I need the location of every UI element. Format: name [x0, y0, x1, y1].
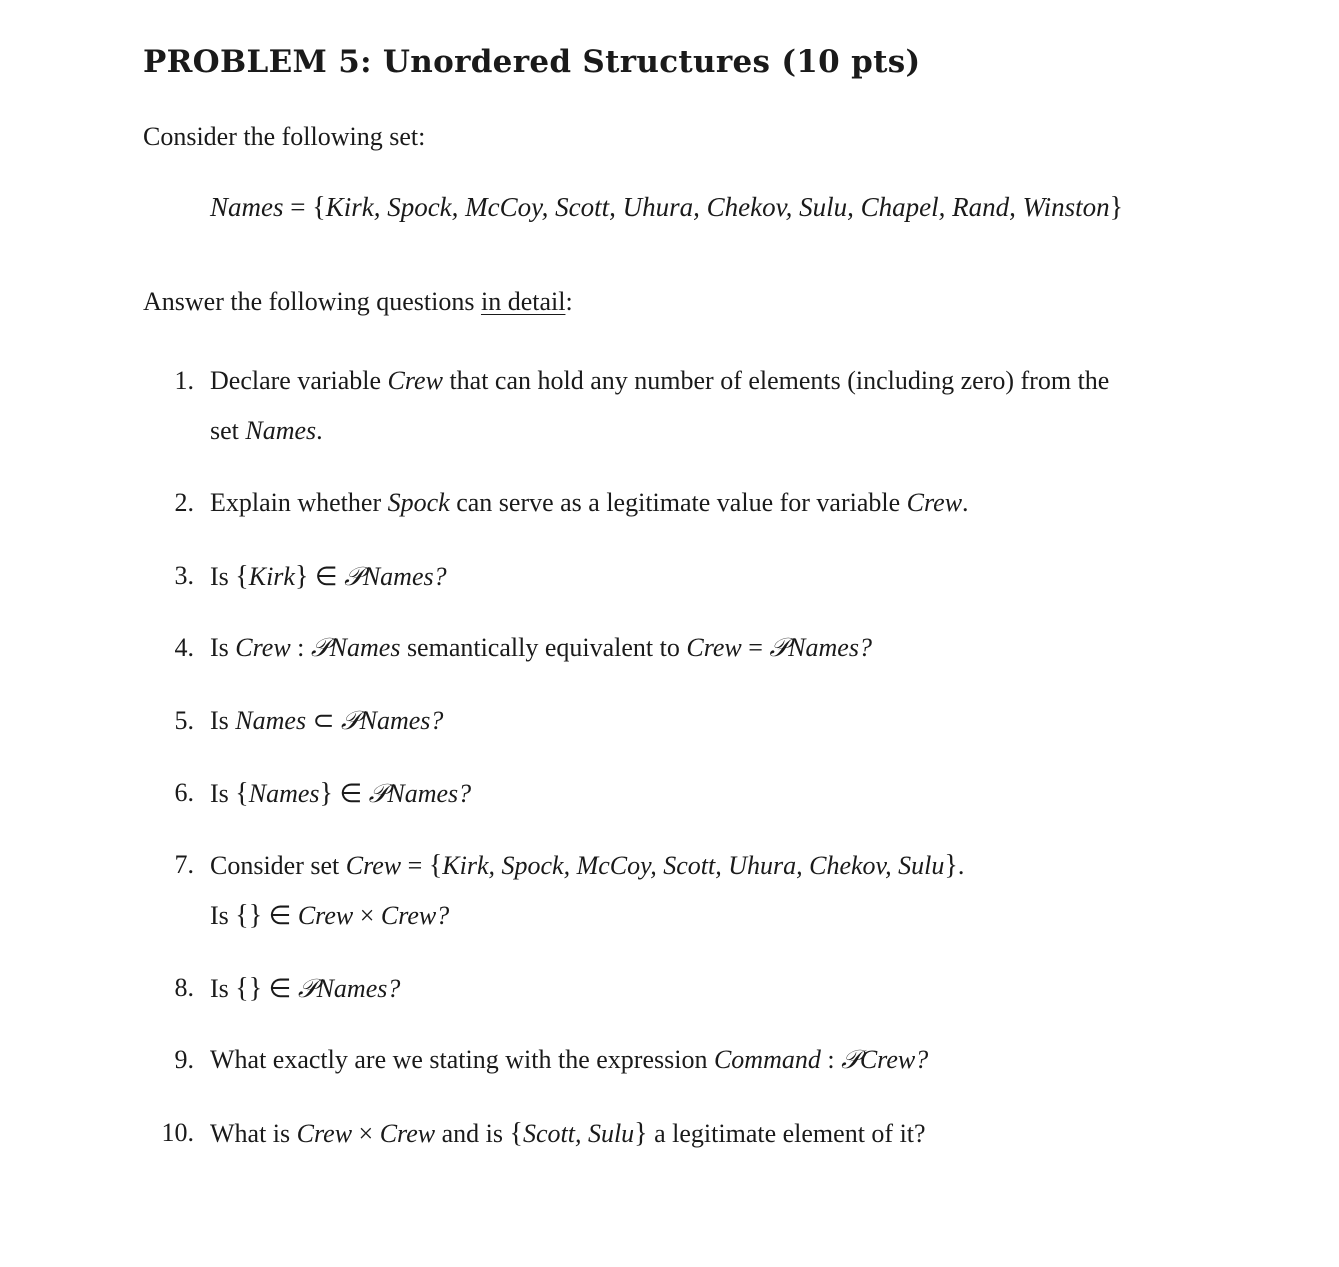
intro-text: Consider the following set: [143, 122, 426, 151]
question-text: Is Crew : 𝒫Names semantically equivalent to Crew = 𝒫Names? [210, 633, 872, 663]
question-number: 6. [174, 778, 194, 807]
set-name: Names [210, 192, 284, 222]
question-text: set Names. [210, 416, 323, 445]
question-text: What exactly are we stating with the expression Command : 𝒫Crew? [210, 1045, 929, 1075]
instruction-prefix: Answer the following questions [143, 287, 481, 316]
instruction-emphasis: in detail [480, 287, 566, 316]
question-text: Is {} ∈ 𝒫Names? [210, 973, 401, 1004]
question-number: 7. [174, 850, 194, 879]
problem-title: PROBLEM 5: Unordered Structures (10 pts) [143, 44, 921, 80]
question-text: Consider set Crew = {Kirk, Spock, McCoy, Scott, Uhura, Chekov, Sulu}. [210, 850, 965, 881]
question-text: What is Crew × Crew and is {Scott, Sulu} a legitimate element of it? [210, 1118, 926, 1149]
question-text: Is {Names} ∈ 𝒫Names? [210, 778, 472, 809]
question-number: 2. [174, 488, 194, 517]
question-text: Is {Kirk} ∈ 𝒫Names? [210, 561, 447, 592]
set-elements: Kirk, Spock, McCoy, Scott, Uhura, Chekov, Sulu, Chapel, Rand, Winston [325, 192, 1110, 222]
question-number: 1. [174, 366, 194, 395]
question-number: 4. [174, 633, 194, 662]
question-text: Explain whether Spock can serve as a legitimate value for variable Crew. [210, 488, 969, 517]
close-brace: } [1109, 192, 1124, 223]
question-number: 9. [174, 1045, 194, 1074]
question-text: Declare variable Crew that can hold any number of elements (including zero) from the [210, 366, 1110, 395]
open-brace: { [312, 192, 326, 223]
question-number: 8. [174, 973, 194, 1002]
question-number: 5. [174, 706, 194, 735]
question-text: Is Names ⊂ 𝒫Names? [210, 706, 444, 736]
question-text: Is {} ∈ Crew × Crew? [210, 900, 450, 931]
instruction-suffix: : [565, 287, 573, 316]
question-number: 10. [161, 1118, 194, 1147]
question-number: 3. [174, 561, 194, 590]
set-equals: = [283, 192, 313, 222]
